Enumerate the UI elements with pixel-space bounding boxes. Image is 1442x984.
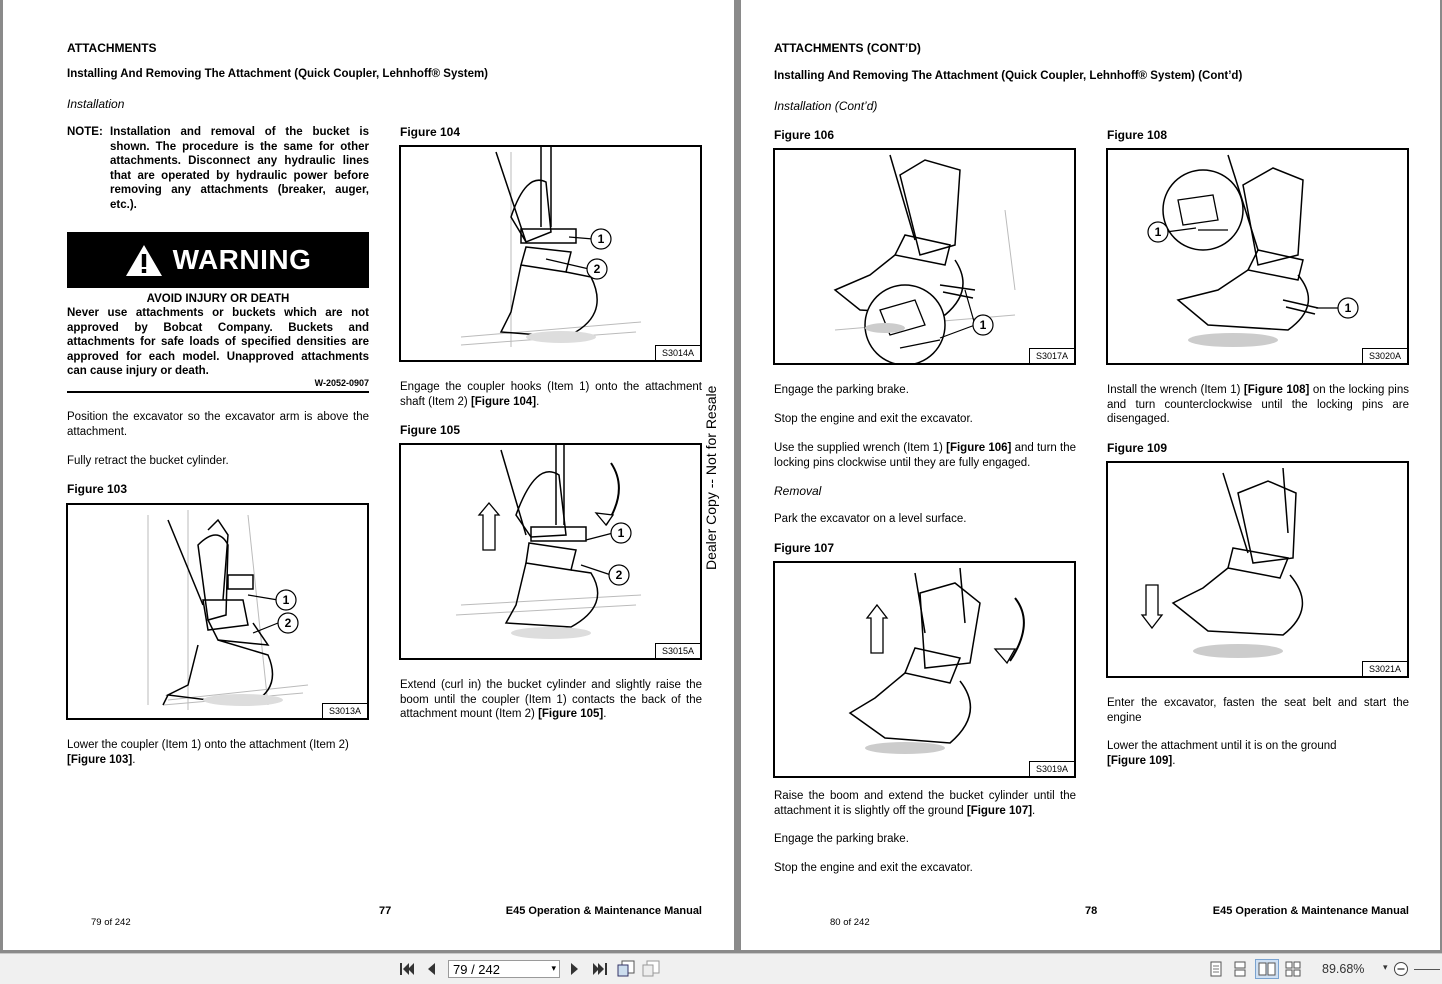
paragraph: Engage the parking brake. [774,833,909,845]
paragraph: Extend (curl in) the bucket cylinder and slightly raise the boom until the coupler (Item 1) contacts the back of the attachment mount (Item 2) [Figure 105]. [400,679,702,720]
warning-code: W-2052-0907 [314,378,369,388]
watermark: Dealer Copy -- Not for Resale [703,385,719,570]
page-of: 79 of 242 [91,917,131,928]
section-title: ATTACHMENTS (CONT’D) [774,41,921,55]
figure-103-label: Figure 103 [67,482,128,496]
fit-page-icon[interactable] [617,960,635,977]
left-page [3,0,734,950]
viewer-toolbar [0,953,1442,984]
subtitle: Installing And Removing The Attachment (Quick Coupler, Lehnhoff® System) [67,68,489,80]
note [67,125,369,212]
zoom-slider[interactable] [1414,969,1440,970]
continuous-icon[interactable] [1233,961,1247,977]
zoom-out-icon[interactable] [1393,961,1409,977]
next-page-icon[interactable] [568,962,580,976]
zoom-dropdown-icon[interactable]: ▾ [1383,962,1388,972]
removal-heading: Removal [774,484,822,498]
excavator-coupler-illustration [401,147,700,360]
figure-code: S3014A [655,345,700,360]
warning-text: Never use attachments or buckets which are not approved by Bobcat Company. Buckets and attachments for safe loads of specified densities are approved for each model. Unapproved attachments can cause injury or death. [67,307,369,377]
paragraph: Position the excavator so the excavator arm is above the attachment. [67,411,369,438]
locking-pin-wrench-illustration [775,150,1074,363]
zoom-level[interactable]: 89.68% [1322,962,1365,976]
paragraph: Fully retract the bucket cylinder. [67,455,229,467]
figure-105-label: Figure 105 [400,423,461,437]
figure-107-label: Figure 107 [774,541,835,555]
figure-code: S3020A [1362,348,1407,363]
note-text: Installation and removal of the bucket is shown. The procedure is the same for other attachments. Disconnect any hydraulic lines that are operated by hydraulic power before removing any attachments (breaker, auger, etc.). [110,126,369,211]
paragraph: Enter the excavator, fasten the seat belt and start the engine [1107,697,1409,724]
two-page-continuous-icon[interactable] [1285,961,1301,977]
fit-width-icon[interactable] [642,960,660,977]
two-page-icon [1256,960,1278,978]
subtitle: Installing And Removing The Attachment (Quick Coupler, Lehnhoff® System) (Cont’d) [774,70,1243,82]
section-title: ATTACHMENTS [67,41,157,55]
dropdown-arrow-icon[interactable]: ▾ [551,963,556,973]
warning-heading: AVOID INJURY OR DEATH [146,293,290,305]
callout-1: 1 [1344,301,1352,315]
locking-pin-wrench-illustration [1108,150,1407,363]
paragraph: Engage the coupler hooks (Item 1) onto the attachment shaft (Item 2) [Figure 104]. [400,381,702,408]
page-number-input[interactable] [448,960,560,978]
figure-code: S3021A [1362,661,1407,676]
single-page-icon[interactable] [1209,961,1223,977]
paragraph: Raise the boom and extend the bucket cylinder until the attachment it is slightly off the ground [Figure 107]. [774,790,1076,817]
paragraph: Lower the attachment until it is on the ground [Figure 109]. [1107,740,1337,767]
figure-103 [66,503,369,720]
excavator-coupler-illustration [68,505,367,718]
paragraph: Stop the engine and exit the excavator. [774,413,973,425]
figure-108 [1106,148,1409,365]
warning-triangle-icon [125,244,163,277]
warning-banner [67,232,369,288]
paragraph: Install the wrench (Item 1) [Figure 108] on the locking pins and turn counterclockwise until the locking pins are disengaged. [1107,384,1409,425]
two-page-view-active[interactable] [1255,959,1279,979]
figure-code: S3017A [1029,348,1074,363]
figure-code: S3019A [1029,761,1074,776]
figure-106 [773,148,1076,365]
figure-106-label: Figure 106 [774,128,835,142]
installation-heading: Installation [67,97,125,111]
callout-1: 1 [617,526,625,540]
bucket-raise-illustration [775,563,1074,776]
figure-109-label: Figure 109 [1107,441,1168,455]
paragraph: Stop the engine and exit the excavator. [774,862,973,874]
warning-divider [67,391,369,393]
paragraph: Lower the coupler (Item 1) onto the attachment (Item 2) [Figure 103]. [67,739,349,766]
figure-108-label: Figure 108 [1107,128,1168,142]
page-number: 78 [1085,905,1098,917]
callout-1: 1 [1154,225,1162,239]
paragraph: Use the supplied wrench (Item 1) [Figure 106] and turn the locking pins clockwise until they are fully engaged. [774,442,1077,469]
figure-code: S3013A [322,703,367,718]
page-of: 80 of 242 [830,917,870,928]
right-page [741,0,1440,950]
callout-2: 2 [593,262,601,276]
last-page-icon[interactable] [592,962,608,976]
warning-title: WARNING [172,244,312,275]
figure-105 [399,443,702,660]
paragraph: Engage the parking brake. [774,384,909,396]
note-label: NOTE: [67,126,103,138]
excavator-coupler-illustration [401,445,700,658]
prev-page-icon[interactable] [425,962,437,976]
figure-code: S3015A [655,643,700,658]
bucket-lower-illustration [1108,463,1407,676]
page-number-value: 79 / 242 [453,962,500,977]
manual-title: E45 Operation & Maintenance Manual [505,905,702,917]
figure-104-label: Figure 104 [400,125,461,139]
figure-104 [399,145,702,362]
callout-2: 2 [284,616,292,630]
callout-1: 1 [979,318,987,332]
first-page-icon[interactable] [399,962,415,976]
manual-title: E45 Operation & Maintenance Manual [1212,905,1409,917]
callout-1: 1 [597,232,605,246]
installation-heading: Installation (Cont’d) [774,99,878,113]
page-number: 77 [379,905,392,917]
figure-109 [1106,461,1409,678]
callout-2: 2 [615,568,623,582]
callout-1: 1 [282,593,290,607]
paragraph: Park the excavator on a level surface. [774,513,967,525]
figure-107 [773,561,1076,778]
